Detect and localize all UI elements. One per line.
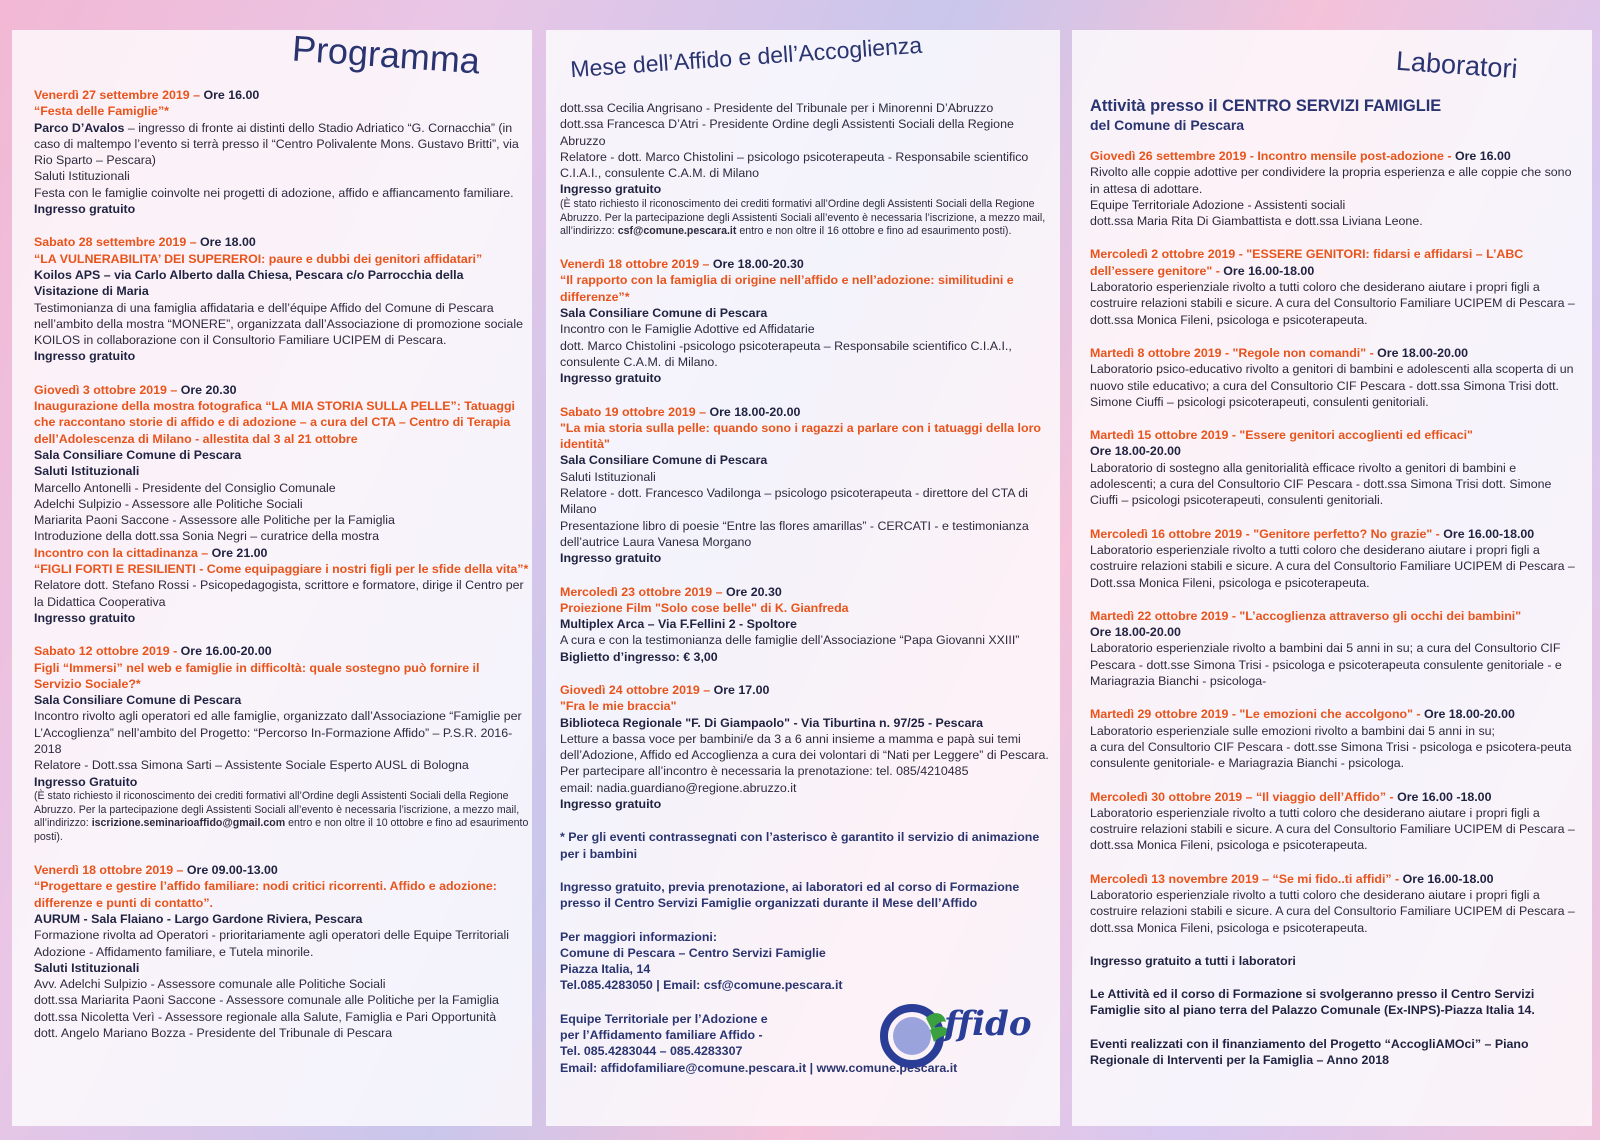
event-line-text: dott.ssa Francesca D’Atri - Presidente Ordine degli Assistenti Sociali della Regione Abruzzo [560, 117, 1014, 148]
event-line [34, 382, 530, 398]
event-line [560, 715, 1050, 731]
event-line-text: Introduzione della dott.ssa Sonia Negri – curatrice della mostra [34, 529, 380, 544]
event-line [560, 321, 1050, 337]
event-line-text: Venerdì 18 ottobre 2019 – [34, 863, 187, 878]
event-line [34, 960, 530, 976]
event-line-text: (È stato richiesto il riconoscimento dei crediti formativi all’Ordine degli Assistenti Sociali della Regione Abruzzo. Per la partecipazione degli Assistenti Sociali all’evento è necessaria l’iscrizione, a mezzo mail, all’indirizzo: [34, 789, 520, 830]
event-line [34, 774, 530, 790]
event-line [34, 992, 530, 1008]
mese-affido-events [560, 100, 1050, 1093]
event-block [34, 87, 530, 217]
event-line [34, 168, 530, 184]
event-block [1090, 427, 1582, 508]
event-time: Ore 20.30 [725, 584, 782, 599]
event-line-text: Giovedì 26 settembre 2019 - Incontro mensile post-adozione - [1090, 149, 1455, 163]
event-line [1090, 246, 1582, 279]
event-line [560, 338, 1050, 371]
event-line [1090, 1036, 1582, 1069]
event-time: Ore 16.00 -18.00 [1397, 789, 1492, 804]
event-line-text: Multiplex Arca – Via F.Fellini 2 - Spoltore [560, 617, 797, 632]
event-line [560, 198, 1050, 239]
event-line-text: Ore 18.00-20.00 [1090, 625, 1181, 640]
event-line [1090, 986, 1582, 1019]
event-block [560, 829, 1050, 862]
event-line-text: Mariarita Paoni Saccone - Assessore alle Politiche per la Famiglia [34, 513, 395, 528]
title-laboratori: Laboratori [1395, 45, 1519, 85]
event-line [1090, 871, 1582, 887]
event-line-text: Comune di Pescara – Centro Servizi Famiglie [560, 945, 826, 960]
event-line-text: dott.ssa Maria Rita Di Giambattista e dott.ssa Liviana Leone. [1090, 214, 1423, 229]
event-line [1090, 279, 1582, 328]
event-line [34, 660, 530, 693]
event-line [1090, 608, 1582, 624]
event-line-text: Proiezione Film "Solo cose belle" di K. Gianfreda [560, 600, 849, 615]
event-line [1090, 887, 1582, 936]
event-line [560, 600, 1050, 616]
event-line [1090, 624, 1582, 640]
event-line [34, 545, 530, 561]
event-line-text: dott.ssa Cecilia Angrisano - Presidente del Tribunale per i Minorenni D’Abruzzo [560, 101, 994, 115]
event-time: Ore 09.00-13.00 [186, 863, 278, 878]
event-line-text: “FIGLI FORTI E RESILIENTI - Come equipaggiare i nostri figli per le sfide della vita”* [34, 562, 529, 577]
event-time: Ore 16.00 [203, 88, 260, 102]
event-line [34, 878, 530, 911]
event-line-text: Saluti Istituzionali [34, 169, 130, 184]
event-block [1090, 608, 1582, 689]
event-line-text: (È stato richiesto il riconoscimento dei crediti formativi all’Ordine degli Assistenti Sociali della Regione Abruzzo. Per la partecipazione degli Assistenti Sociali all’evento è necessaria l’iscrizione, a mezzo mail, all’indirizzo: [560, 197, 1046, 238]
event-line-text: Rivolto alle coppie adottive per condividere la propria esperienza e alle coppie che sono in attesa di adottare. [1090, 165, 1572, 196]
event-line [1090, 789, 1582, 805]
event-line-text: Equipe Territoriale per l’Adozione e [560, 1011, 768, 1026]
event-line-text: Biblioteca Regionale "F. Di Giampaolo" - Via Tiburtina n. 97/25 - Pescara [560, 715, 984, 730]
event-time: Ore 21.00 [211, 545, 268, 560]
event-line [34, 398, 530, 447]
event-line-text: Figli “Immersi” nel web e famiglie in difficoltà: quale sostegno può fornire il Servizio Sociale?* [34, 660, 480, 691]
event-line [560, 149, 1050, 182]
event-block [1090, 986, 1582, 1019]
event-block [1090, 526, 1582, 591]
event-line [34, 757, 530, 773]
event-line-text: dott. Marco Chistolini -psicologo psicoterapeuta – Responsabile scientifico C.I.A.I., consulente C.A.M. di Milano. [560, 338, 1012, 369]
event-line [560, 116, 1050, 149]
event-block [1090, 789, 1582, 854]
event-line [560, 100, 1050, 116]
event-line [560, 698, 1050, 714]
event-line [560, 780, 1050, 796]
event-line [1090, 460, 1582, 509]
event-block [560, 879, 1050, 912]
event-line-text: Ore 18.00-20.00 [1090, 444, 1181, 459]
event-line-text: Marcello Antonelli - Presidente del Consiglio Comunale [34, 480, 336, 495]
event-block [34, 643, 530, 845]
event-line [1090, 640, 1582, 689]
event-block [560, 256, 1050, 386]
event-line-text: Sabato 28 settembre 2019 – [34, 235, 200, 250]
event-line-text: Festa con le famiglie coinvolte nei progetti di adozione, affido e affiancamento familiare. [34, 185, 514, 200]
event-line-text: Per partecipare all’incontro è necessaria la prenotazione: tel. 085/4210485 [560, 764, 969, 779]
event-line [560, 404, 1050, 420]
event-line-text: Per maggiori informazioni: [560, 929, 717, 944]
event-line [560, 829, 1050, 862]
event-block [1090, 871, 1582, 936]
event-line [560, 584, 1050, 600]
event-line [34, 911, 530, 927]
event-line [34, 692, 530, 708]
event-line-text: a cura del Consultorio CIF Pescara - dott.sse Simona Trisi - psicologa e psicotera-peuta consulente genitoriale- e Mariagrazia Bianchi - psicologa. [1090, 739, 1572, 771]
event-time: Ore 17.00 [713, 683, 770, 697]
event-line [1090, 443, 1582, 459]
event-line-text: Incontro con le Famiglie Adottive ed Affidatarie [560, 322, 815, 337]
event-line [34, 1009, 530, 1025]
event-block [560, 584, 1050, 665]
event-line [560, 452, 1050, 468]
laboratori-events [1090, 96, 1582, 1085]
event-block [1090, 246, 1582, 327]
event-time: Ore 18.00-20.00 [1423, 707, 1515, 722]
event-line [34, 862, 530, 878]
event-line-text: AURUM - Sala Flaiano - Largo Gardone Riviera, Pescara [34, 911, 363, 926]
event-line-text: Giovedì 3 ottobre 2019 – [34, 382, 181, 397]
event-line-text-end: entro e non oltre il 16 ottobre e fino ad esaurimento posti). [736, 225, 1012, 238]
event-line-text: email: nadia.guardiano@regione.abruzzo.it [560, 780, 797, 795]
event-block [1090, 953, 1582, 969]
event-line-text: Sala Consiliare Comune di Pescara [560, 306, 768, 321]
event-line [34, 528, 530, 544]
event-line [560, 485, 1050, 518]
event-line [34, 447, 530, 463]
event-line [34, 251, 530, 267]
event-line-text: Ingresso gratuito [34, 202, 136, 217]
event-line [34, 577, 530, 610]
event-line-text: Martedì 8 ottobre 2019 - "Regole non comandi" - [1090, 345, 1378, 360]
event-line-text: per l’Affidamento familiare Affido - [560, 1028, 763, 1043]
event-line-text: Piazza Italia, 14 [560, 962, 651, 977]
event-line-text: Sala Consiliare Comune di Pescara [34, 693, 242, 708]
event-line [1090, 542, 1582, 591]
event-line [1090, 345, 1582, 361]
event-line [560, 632, 1050, 648]
event-line [560, 518, 1050, 551]
event-block [1090, 148, 1582, 229]
event-line-text: Ingresso gratuito [560, 371, 662, 386]
programma-events [34, 87, 530, 1058]
event-line [560, 763, 1050, 779]
event-line-text: "Fra le mie braccia" [560, 699, 677, 714]
event-line-text: A cura e con la testimonianza delle famiglie dell’Associazione “Papa Giovanni XXIII” [560, 633, 1020, 648]
event-line-text: Laboratorio esperienziale rivolto a tutti coloro che desiderano aiutare i propri figli a costruire relazioni stabili e sicure. A cura del Consultorio Familiare UCIPEM di Pescara – dott.ssa Monica Fileni, psicologa e psicoterapeuta. [1090, 887, 1575, 935]
event-line-text: Presentazione libro di poesie “Entre las flores amarillas” - CERCATI - e testimonianza dell’autrice Laura Vanesa Morgano [560, 518, 1029, 549]
event-line [560, 272, 1050, 305]
event-line-text: Laboratorio esperienziale rivolto a tutti coloro che desiderano aiutare i propri figli a costruire relazioni stabili e sicure. A cura del Consultorio Familiare UCIPEM di Pescara – Dott.ssa Monica Fileni, psicologa e psicoterapeuta. [1090, 542, 1575, 590]
event-time: Ore 16.00 [1454, 149, 1511, 163]
event-line [560, 977, 1050, 993]
event-block [34, 382, 530, 626]
event-line [34, 185, 530, 201]
event-line-text: “Festa delle Famiglie”* [34, 104, 169, 119]
registration-email[interactable]: iscrizione.seminarioaffido@gmail.com [91, 817, 286, 830]
event-line-text: Email: affidofamiliare@comune.pescara.it | www.comune.pescara.it [560, 1060, 958, 1075]
event-line-text: Formazione rivolta ad Operatori - prioritariamente agli operatori delle Equipe Territoriali Adozione - Affidamento familiare, e Tutela minorile. [34, 928, 509, 959]
event-line-text: Ingresso gratuito, previa prenotazione, ai laboratori ed al corso di Formazione presso il Centro Servizi Famiglie organizzati durante il Mese dell’Affido [560, 879, 1020, 911]
event-line-text: “Il rapporto con la famiglia di origine nell’affido e nell’adozione: similitudini e differenze”* [560, 273, 1014, 304]
event-line [1090, 164, 1582, 197]
event-block [1090, 706, 1582, 771]
event-block [34, 234, 530, 364]
event-line-text: Mercoledì 30 ottobre 2019 – “Il viaggio dell’Affido” - [1090, 789, 1398, 804]
event-line [560, 929, 1050, 945]
event-line [34, 1025, 530, 1041]
event-line [560, 420, 1050, 453]
event-line-text: Laboratorio psico-educativo rivolto a genitori di bambini e adolescenti alla scoperta di un nuovo stile educativo; a cura del Consultorio CIF Pescara - dott.ssa Simona Trisi dott. Simone Ciuffi – psicologi psicoterapeuti, consulenti genitoriali. [1090, 362, 1574, 409]
event-line-text: dott.ssa Mariarita Paoni Saccone - Assessore comunale alle Politiche per la Famiglia [34, 993, 499, 1008]
event-line-text: Laboratorio di sostegno alla genitorialità efficace rivolto a genitori di bambini e adolescenti; a cura del Consultorio CIF Pescara - dott.ssa Simona Trisi dott. Simone Ciuffi – psicologi psicoterapeuti, consulenti genitoriali. [1090, 460, 1552, 508]
event-line [1090, 706, 1582, 722]
event-line [560, 181, 1050, 197]
event-line-text: Tel. 085.4283044 – 085.4283307 [560, 1044, 743, 1059]
event-line [1090, 148, 1582, 164]
event-line [560, 469, 1050, 485]
event-time: Ore 16.00-18.00 [1402, 871, 1494, 886]
event-block [560, 929, 1050, 994]
event-block [1090, 1036, 1582, 1069]
event-line-text: Ingresso Gratuito [34, 774, 138, 789]
event-line-text: Martedì 22 ottobre 2019 - "L’accoglienza attraverso gli occhi dei bambini" [1090, 608, 1522, 623]
event-line [34, 463, 530, 479]
event-time: Ore 16.00-18.00 [1223, 263, 1315, 278]
event-line-text-end: entro e non oltre il 10 ottobre e fino ad esaurimento posti). [34, 817, 529, 844]
event-time: Ore 20.30 [180, 382, 237, 397]
event-line [560, 256, 1050, 272]
event-line-text: Martedì 15 ottobre 2019 - "Essere genitori accoglienti ed efficaci" [1090, 428, 1473, 443]
event-line [34, 201, 530, 217]
event-line [560, 616, 1050, 632]
event-line-text: * Per gli eventi contrassegnati con l’asterisco è garantito il servizio di animazione per i bambini [560, 830, 1040, 861]
event-line-text: Sabato 12 ottobre 2019 - [34, 644, 181, 659]
event-line [34, 790, 530, 845]
event-line [560, 550, 1050, 566]
event-line-text: Saluti Istituzionali [34, 960, 140, 975]
event-line-text: Ingresso gratuito [34, 349, 136, 364]
event-line [560, 649, 1050, 665]
event-line-text: Ingresso gratuito [560, 182, 662, 197]
event-line-text: "La mia storia sulla pelle: quando sono i ragazzi a parlare con i tatuaggi della loro identità" [560, 420, 1041, 452]
event-line-text: Laboratorio esperienziale rivolto a bambini dai 5 anni in su; a cura del Consultorio CIF Pescara - dott.sse Simona Trisi - psicologa e psicoterapeuta consulente genitoriale - e Mariagrazia Bianchi - psicologa- [1090, 641, 1562, 689]
event-line-text: Tel.085.4283050 | Email: csf@comune.pescara.it [560, 978, 843, 993]
event-block [34, 862, 530, 1041]
event-line-text: – ingresso di fronte ai distinti dello Stadio Adriatico “G. Cornacchia” (in caso di maltempo l’evento si terrà presso il “Centro Polivalente Mons. Gustavo Britti”, via Rio Sparto – Pescara) [34, 120, 519, 168]
event-time: Ore 18.00 [200, 235, 256, 250]
event-line-text: Saluti Istituzionali [34, 464, 140, 479]
event-line [1090, 213, 1582, 229]
event-line-text: Letture a bassa voce per bambini/e da 3 a 6 anni insieme a mamma e papà sui temi dell’Adozione, Affido ed Accoglienza a cura dei volontari di “Nati per Leggere” di Pescara. [560, 731, 1049, 763]
event-block [560, 404, 1050, 567]
event-line-text: Incontro con la cittadinanza – [34, 545, 212, 560]
event-line-text: Mercoledì 2 ottobre 2019 - "ESSERE GENITORI: fidarsi e affidarsi – L’ABC dell’essere genitore" - [1090, 247, 1524, 278]
laboratori-subheading: del Comune di Pescara [1090, 117, 1245, 133]
event-line-text: Relatore - dott. Francesco Vadilonga – psicologo psicoterapeuta - direttore del CTA di Milano [560, 486, 1028, 517]
event-line-text: Venerdì 18 ottobre 2019 – [560, 257, 713, 272]
event-line-text: Relatore - Dott.ssa Simona Sarti – Assistente Sociale Esperto AUSL di Bologna [34, 758, 469, 773]
event-time: Ore 16.00-20.00 [180, 644, 272, 659]
event-line-text: Biglietto d’ingresso: € 3,00 [560, 649, 718, 664]
event-line [34, 976, 530, 992]
event-block [1090, 345, 1582, 410]
event-line [34, 610, 530, 626]
event-line-text: Sala Consiliare Comune di Pescara [560, 453, 768, 468]
event-line [560, 682, 1050, 698]
event-line [34, 103, 530, 119]
event-line-text: Laboratorio esperienziale sulle emozioni rivolto a bambini dai 5 anni in su; [1090, 723, 1495, 738]
event-line [34, 561, 530, 577]
event-line-text: Mercoledì 13 novembre 2019 – “Se mi fido..ti affidi” - [1090, 871, 1403, 886]
event-line [34, 496, 530, 512]
event-line-text: dott. Angelo Mariano Bozza - Presidente del Tribunale di Pescara [34, 1026, 393, 1041]
event-block [560, 682, 1050, 812]
event-line [1090, 739, 1582, 772]
event-time: Ore 18.00-20.00 [709, 404, 801, 419]
title-programma: Programma [290, 27, 482, 82]
event-line-text: Relatore dott. Stefano Rossi - Psicopedagogista, scrittore e formatore, dirige il Centro per la Didattica Cooperativa [34, 578, 524, 609]
event-line [1090, 723, 1582, 739]
event-line-text: Laboratorio esperienziale rivolto a tutti coloro che desiderano aiutare i propri figli a costruire relazioni stabili e sicure. A cura del Consultorio Familiare UCIPEM di Pescara – dott.ssa Monica Fileni, psicologa e psicoterapeuta. [1090, 805, 1575, 853]
event-line-text: “LA VULNERABILITA’ DEI SUPEREROI: paure e dubbi dei genitori affidatari” [34, 251, 483, 266]
event-line [34, 120, 530, 169]
event-line [560, 796, 1050, 812]
event-line-text: Sabato 19 ottobre 2019 – [560, 404, 710, 419]
event-line-text: Sala Consiliare Comune di Pescara [34, 447, 242, 462]
event-line [34, 480, 530, 496]
registration-email[interactable]: csf@comune.pescara.it [617, 225, 737, 238]
event-line [34, 643, 530, 659]
laboratori-heading: Attività presso il CENTRO SERVIZI FAMIGLIE [1090, 97, 1442, 115]
event-line [1090, 361, 1582, 410]
event-line-bold: Parco D’Avalos [34, 120, 125, 135]
event-line [560, 879, 1050, 912]
event-line-text: Ingresso gratuito [34, 610, 136, 625]
event-line [560, 945, 1050, 961]
event-line-text: Mercoledì 23 ottobre 2019 – [560, 584, 726, 599]
event-line-text: Le Attività ed il corso di Formazione si svolgeranno presso il Centro Servizi Famiglie sito al piano terra del Palazzo Comunale (Ex-INPS)-Piazza Italia 14. [1090, 987, 1535, 1018]
event-block [560, 100, 1050, 239]
event-line-text: Adelchi Sulpizio - Assessore alle Politiche Sociali [34, 496, 303, 511]
event-line [1090, 953, 1582, 969]
event-line [560, 370, 1050, 386]
event-line-text: Avv. Adelchi Sulpizio - Assessore comunale alle Politiche Sociali [34, 977, 386, 992]
event-line-text: Koilos APS – via Carlo Alberto dalla Chiesa, Pescara c/o Parrocchia della Visitazione di Maria [34, 267, 464, 299]
event-line-text: Ingresso gratuito a tutti i laboratori [1090, 953, 1296, 968]
event-line [1090, 427, 1582, 443]
event-line-text: Relatore - dott. Marco Chistolini – psicologo psicoterapeuta - Responsabile scientifico C.I.A.I., consulente C.A.M. di Milano [560, 149, 1029, 181]
event-line-text: Giovedì 24 ottobre 2019 – [560, 683, 714, 697]
event-line [560, 961, 1050, 977]
event-line-text: Equipe Territoriale Adozione - Assistenti sociali [1090, 197, 1346, 212]
event-line [34, 927, 530, 960]
title-mese-affido: Mese dell’Affido e dell’Accoglienza [569, 31, 923, 83]
event-line-text: Mercoledì 16 ottobre 2019 - "Genitore perfetto? No grazie" - [1090, 526, 1444, 541]
event-line [560, 305, 1050, 321]
event-line [1090, 805, 1582, 854]
event-line-text: dott.ssa Nicoletta Verì - Assessore regionale alla Salute, Famiglia e Pari Opportunità [34, 1009, 497, 1024]
event-line-text: “Progettare e gestire l’affido familiare: nodi critici ricorrenti. Affido e adozione: differenze e punti di contatto”. [34, 879, 497, 910]
event-time: Ore 16.00-18.00 [1443, 526, 1535, 541]
event-line [34, 348, 530, 364]
event-time: Ore 18.00-20.00 [1377, 345, 1469, 360]
event-line [34, 300, 530, 349]
event-line-text: Martedì 29 ottobre 2019 - "Le emozioni che accolgono" - [1090, 707, 1424, 722]
event-line-text: Incontro rivolto agli operatori ed alle famiglie, organizzato dall’Associazione “Famiglie per L’Accoglienza” nell’ambito del Progetto: “Percorso In-Formazione Affido” – P.S.R. 2016-2018 [34, 709, 522, 756]
event-line-text: Testimonianza di una famiglia affidataria e dell’équipe Affido del Comune di Pescara nell’ambito della mostra “MONERE”, organizzata dall’Associazione di promozione sociale KOILOS in collaborazione con il Consultorio Familiare UCIPEM di Pescara. [34, 300, 523, 348]
event-line-text: Ingresso gratuito [560, 551, 662, 566]
event-line-text: Inaugurazione della mostra fotografica “LA MIA STORIA SULLA PELLE”: Tatuaggi che raccontano storie di affido e di adozione – a cura del CTA – Centro di Terapia dell’Adolescenza di Milano - allestita dal 3 al 21 ottobre [34, 399, 515, 446]
event-line [1090, 526, 1582, 542]
event-line [34, 234, 530, 250]
event-line [34, 512, 530, 528]
event-line [34, 267, 530, 300]
event-line-text: Eventi realizzati con il finanziamento del Progetto “AccogliAMOci” – Piano Regionale di Interventi per la Famiglia – Anno 2018 [1090, 1036, 1529, 1068]
event-line [34, 708, 530, 757]
event-line-text: Laboratorio esperienziale rivolto a tutti coloro che desiderano aiutare i propri figli a costruire relazioni stabili e sicure. A cura del Consultorio Familiare UCIPEM di Pescara – dott.ssa Monica Fileni, psicologa e psicoterapeuta. [1090, 280, 1575, 327]
event-line-text: Venerdì 27 settembre 2019 – [34, 88, 204, 102]
event-line [1090, 197, 1582, 213]
event-line [560, 731, 1050, 764]
event-time: Ore 18.00-20.30 [712, 257, 804, 272]
affido-logo-text: ffido [944, 1004, 1032, 1044]
event-line [34, 87, 530, 103]
event-line-text: Ingresso gratuito [560, 797, 662, 812]
event-line-text: Saluti Istituzionali [560, 469, 656, 484]
